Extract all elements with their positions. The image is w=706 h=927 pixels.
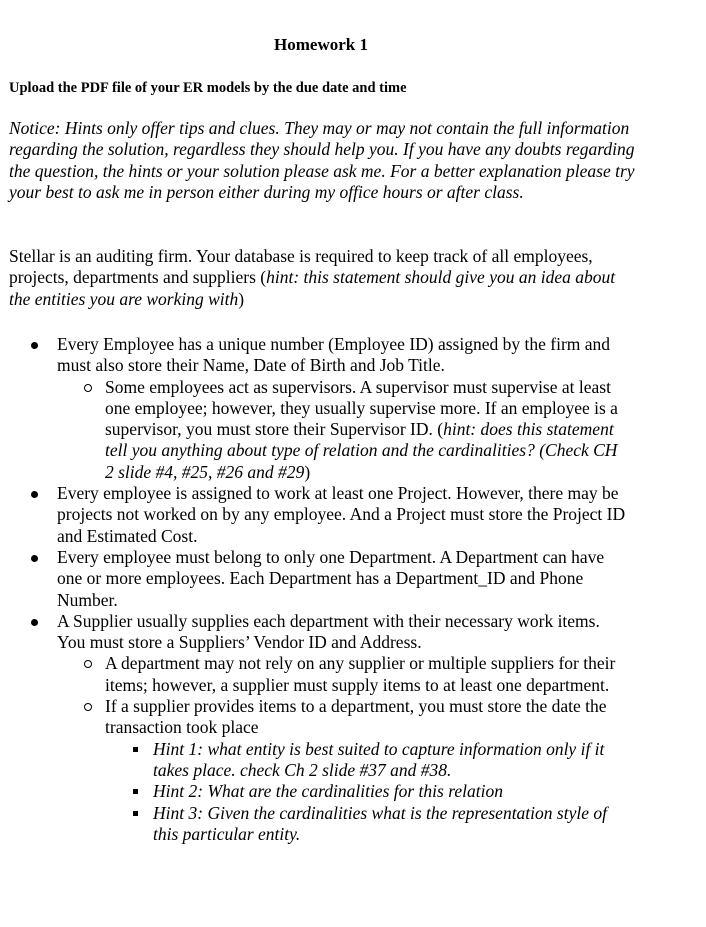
intro-close: ) [238, 288, 245, 309]
bullet-icon [31, 555, 38, 562]
item-text: Every Employee has a unique number (Employee ID) assigned by the firm and must also store their Name, Date of Birth and Job Title. [57, 334, 611, 376]
sub-item-hint: hint: does this statement tell you anything about type of relation and the cardinalities? (Check CH 2 slide #4, #25, #26 and #29 [105, 419, 618, 482]
sub-item-supervisor [57, 377, 627, 483]
hint-item [105, 739, 627, 782]
bullet-icon [31, 491, 38, 498]
page-title: Homework 1 [274, 35, 368, 54]
item-text: A Supplier usually supplies each department with their necessary work items. You must store a Suppliers’ Vendor ID and Address. [57, 610, 600, 653]
sub-list [57, 653, 627, 845]
sub-item-department-reliance [57, 653, 627, 696]
sub-list [57, 377, 627, 483]
square-bullet-icon [133, 789, 138, 794]
sub-item-close: ) [304, 461, 311, 482]
hollow-bullet-icon [84, 703, 92, 711]
intro-hint: hint: this statement should give you an idea about the entities you are working with [9, 267, 616, 309]
hollow-bullet-icon [84, 384, 92, 392]
bullet-icon [31, 619, 38, 626]
square-bullet-icon [133, 747, 138, 752]
bullet-icon [31, 342, 38, 349]
hint-item [105, 781, 627, 802]
sub-item-text: A department may not rely on any supplier or multiple suppliers for their items; however, a supplier must supply items to at least one department. [105, 653, 616, 695]
item-text: Every employee must belong to only one Department. A Department can have one or more employees. Each Department has a Department_ID and Phone Number. [57, 546, 605, 610]
square-bullet-icon [133, 811, 138, 816]
notice-paragraph: Notice: Hints only offer tips and clues. They may or may not contain the full information regarding the solution, regardless they should help you. If you have any doubts regarding the question, the hints or your solution please ask me. For a better explanation please try your best to ask me in person either during my office hours or after class. [9, 118, 635, 202]
hollow-bullet-icon [84, 660, 92, 668]
list-item-project [0, 483, 627, 547]
requirements-list [0, 334, 660, 845]
hint-text: Hint 1: what entity is best suited to capture information only if it takes place. check Ch 2 slide #37 and #38. [153, 738, 605, 780]
list-item-employee [0, 334, 627, 483]
sub-item-transaction-date [57, 696, 627, 845]
hint-item [105, 803, 627, 846]
list-item-department [0, 547, 627, 611]
hint-text: Hint 2: What are the cardinalities for this relation [153, 781, 503, 802]
list-item-supplier [0, 611, 627, 845]
sub-item-text: Some employees act as supervisors. A supervisor must supervise at least one employee; however, they usually supervise more. If an employee is a supervisor, you must store their Supervisor ID. ( [105, 376, 618, 440]
sub-item-text: If a supplier provides items to a department, you must store the date the transaction took place [105, 696, 607, 738]
item-text: Every employee is assigned to work at least one Project. However, there may be projects not worked on by any employee. And a Project must store the Project ID and Estimated Cost. [57, 483, 626, 546]
intro-text: Stellar is an auditing firm. Your database is required to keep track of all employees, projects, departments and suppliers ( [9, 246, 593, 288]
upload-instruction: Upload the PDF file of your ER models by the due date and time [9, 80, 407, 96]
hint-text: Hint 3: Given the cardinalities what is the representation style of this particular entity. [153, 802, 607, 844]
intro-paragraph [9, 246, 639, 310]
hint-list [105, 739, 627, 845]
